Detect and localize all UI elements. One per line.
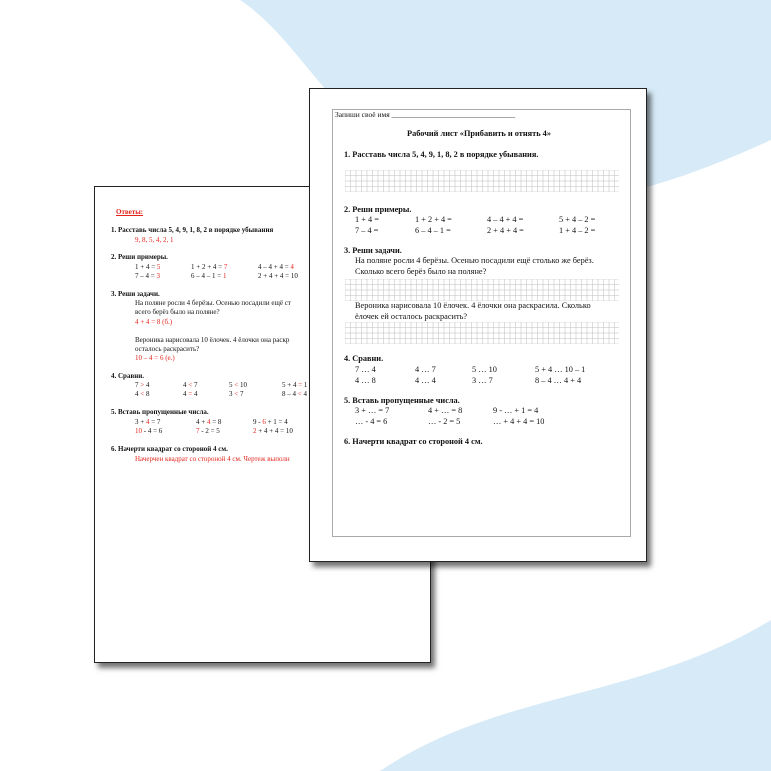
answer-task4-title: 4. Сравни. — [111, 372, 145, 380]
answer-example: 1 + 4 = 5 — [135, 263, 161, 271]
answer-compare: 4 = 4 — [183, 390, 198, 398]
answer-compare: 4 < 7 — [183, 381, 198, 389]
answer-problem1-line: всего берёз было на поляне? — [135, 308, 220, 316]
missing-item: … - 4 = 6 — [355, 417, 388, 426]
answer-example: 2 + 4 + 4 = 10 — [258, 272, 298, 280]
answer-problem1-solution: 4 + 4 = 8 (б.) — [135, 318, 173, 326]
problem2-line: Вероника нарисовала 10 ёлочек. 4 ёлочки она раскрасила. Сколько — [355, 301, 591, 310]
answer-example: 4 – 4 + 4 = 4 — [258, 263, 294, 271]
example: 1 + 4 – 2 = — [559, 226, 596, 235]
answer-grid — [345, 170, 619, 192]
task1-title: 1. Расставь числа 5, 4, 9, 1, 8, 2 в порядке убывания. — [344, 150, 539, 159]
answer-task3-title: 3. Реши задачи. — [111, 290, 160, 298]
compare-item: 5 … 10 — [472, 365, 497, 374]
answer-compare: 7 > 4 — [135, 381, 150, 389]
missing-item: 3 + … = 7 — [355, 406, 390, 415]
example: 1 + 4 = — [355, 215, 379, 224]
worksheet-sheet — [309, 88, 647, 562]
answers-header: Ответы: — [116, 208, 144, 216]
task5-title: 5. Вставь пропущенные числа. — [344, 396, 460, 405]
answer-example: 6 – 4 – 1 = 1 — [191, 272, 227, 280]
answer-missing: 4 + 4 = 8 — [196, 418, 222, 426]
answer-task5-title: 5. Вставь пропущенные числа. — [111, 408, 209, 416]
answer-task2-title: 2. Реши примеры. — [111, 253, 168, 261]
example: 6 – 4 – 1 = — [415, 226, 451, 235]
answer-task6-title: 6. Начерти квадрат со стороной 4 см. — [111, 445, 228, 453]
answer-compare: 5 + 4 = 1 — [282, 381, 308, 389]
worksheet-title: Рабочий лист «Прибавить и отнять 4» — [407, 129, 551, 138]
answer-example: 7 – 4 = 3 — [135, 272, 160, 280]
missing-item: … + 4 + 4 = 10 — [493, 417, 545, 426]
example: 4 – 4 + 4 = — [487, 215, 524, 224]
compare-item: 8 – 4 … 4 + 4 — [535, 376, 582, 385]
example: 2 + 4 + 4 = — [487, 226, 524, 235]
task3-title: 3. Реши задачи. — [344, 246, 402, 255]
answer-example: 1 + 2 + 4 = 7 — [191, 263, 228, 271]
answer-missing: 9 - 6 + 1 = 4 — [253, 418, 288, 426]
answer-problem1-line: На поляне росли 4 берёзы. Осенью посадили ещё ст — [135, 299, 291, 307]
task2-title: 2. Реши примеры. — [344, 205, 412, 214]
example: 1 + 2 + 4 = — [415, 215, 452, 224]
problem2-line: ёлочек ей осталось раскрасить? — [355, 312, 468, 321]
missing-item: 9 - … + 1 = 4 — [493, 406, 539, 415]
task4-title: 4. Сравни. — [344, 354, 384, 363]
answer-problem2-solution: 10 – 4 = 6 (е.) — [135, 354, 175, 362]
compare-item: 7 … 4 — [355, 365, 376, 374]
answer-compare: 3 < 7 — [229, 390, 244, 398]
missing-item: 4 + … = 8 — [428, 406, 463, 415]
answer-compare: 8 – 4 < 4 — [282, 390, 307, 398]
example: 7 – 4 = — [355, 226, 379, 235]
answer-missing: 10 - 4 = 6 — [135, 427, 163, 435]
problem1-line: На поляне росли 4 берёзы. Осенью посадили ещё столько же берёз. — [355, 256, 594, 265]
name-prompt: Запиши своё имя _________________________________ — [335, 110, 516, 119]
answer-compare: 5 < 10 — [229, 381, 247, 389]
answer-problem2-line: осталось раскрасить? — [135, 345, 200, 353]
answer-task1-answer: 9, 8, 5, 4, 2, 1 — [135, 236, 174, 244]
compare-item: 3 … 7 — [472, 376, 493, 385]
answer-task1-title: 1. Расставь числа 5, 4, 9, 1, 8, 2 в порядке убывания — [111, 226, 274, 234]
missing-item: … - 2 = 5 — [428, 417, 461, 426]
compare-item: 5 + 4 … 10 – 1 — [535, 365, 586, 374]
compare-item: 4 … 7 — [415, 365, 436, 374]
answer-missing: 3 + 4 = 7 — [135, 418, 161, 426]
compare-item: 4 … 4 — [415, 376, 436, 385]
answer-grid — [345, 279, 619, 301]
task6-title: 6. Начерти квадрат со стороной 4 см. — [344, 437, 483, 446]
answer-compare: 4 < 8 — [135, 390, 150, 398]
compare-item: 4 … 8 — [355, 376, 376, 385]
problem1-line: Сколько всего берёз было на поляне? — [355, 267, 487, 276]
answer-missing: 7 - 2 = 5 — [196, 427, 220, 435]
answer-task6-answer: Начерчен квадрат со стороной 4 см. Чертеж выполн — [135, 455, 290, 463]
answer-missing: 2 + 4 + 4 = 10 — [253, 427, 293, 435]
answer-grid — [345, 322, 619, 344]
example: 5 + 4 – 2 = — [559, 215, 596, 224]
answer-problem2-line: Вероника нарисовала 10 ёлочек. 4 ёлочки она раскр — [135, 336, 290, 344]
